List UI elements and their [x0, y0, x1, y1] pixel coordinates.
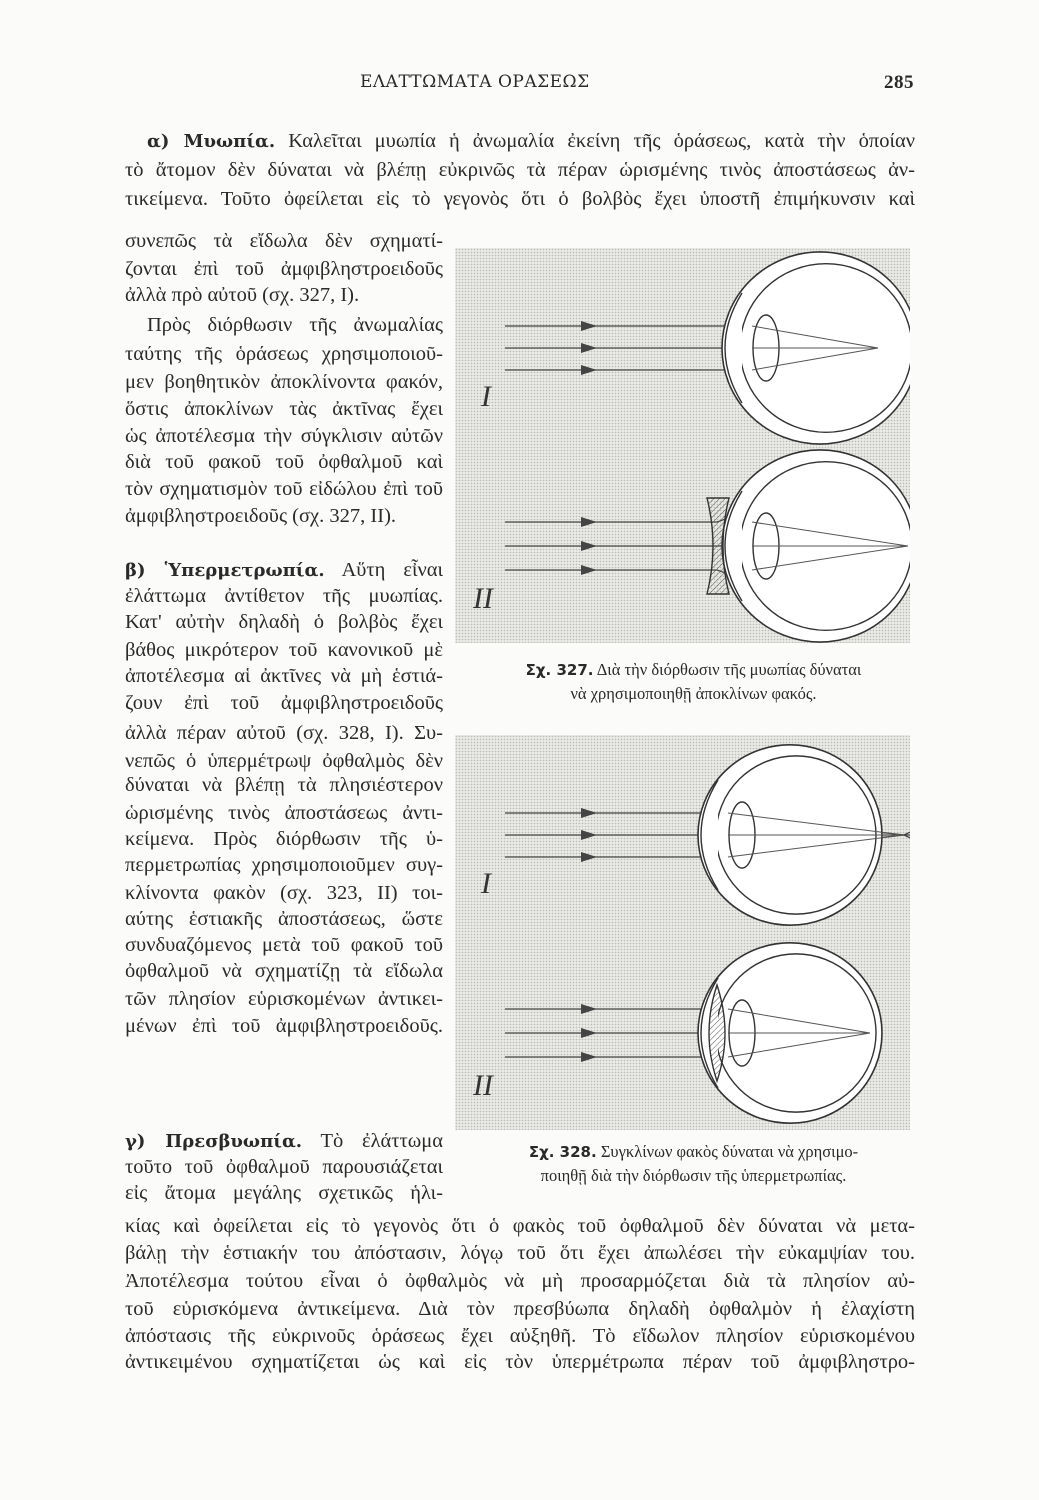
figure-number: Σχ. 327.: [525, 661, 594, 679]
text-line: ἀλλὰ πρὸ αὐτοῦ (σχ. 327, I).: [125, 284, 360, 306]
text-line: Κατ' αὐτὴν δηλαδὴ ὁ βολβὸς ἔχει: [125, 611, 443, 633]
text-line: Ἀποτέλεσμα τούτου εἶναι ὁ ὀφθαλμὸς νὰ μὴ προσαρμόζεται διὰ τὰ πλησίον αὐ-: [125, 1270, 915, 1292]
text-line: δύναται νὰ βλέπῃ τὰ πλησιέστερον: [125, 774, 443, 796]
text-line: ἀποτέλεσμα αἱ ἀκτῖνες νὰ μὴ ἑστιά-: [125, 665, 443, 687]
caption-line: ποιηθῇ διὰ τὴν διόρθωσιν τῆς ὑπερμετρωπίας.: [540, 1166, 847, 1185]
text-line: β) Ὑπερμετρωπία. Αὕτη εἶναι: [125, 559, 443, 581]
figure-label: II: [473, 1069, 493, 1102]
text-line: βάλῃ τὴν ἑστιακήν του ἀπόστασιν, λόγῳ τοῦ ὅτι ἔχει ἀπωλέσει τὴν εὐκαμψίαν του.: [125, 1242, 915, 1264]
text-line: ζονται ἐπὶ τοῦ ἀμφιβληστροειδοῦς: [125, 258, 443, 280]
caption-line: Συγκλίνων φακὸς δύναται νὰ χρησιμο-: [600, 1142, 859, 1161]
text-line: ἐλάττωμα ἀντίθετον τῆς μυωπίας.: [125, 585, 443, 607]
text-line: κίας καὶ ὀφείλεται εἰς τὸ γεγονὸς ὅτι ὁ φακὸς τοῦ ὀφθαλμοῦ δὲν δύναται νὰ μετα-: [125, 1215, 915, 1237]
section-heading: γ) Πρεσβυωπία.: [125, 1131, 303, 1152]
text-line: μένων ἐπὶ τοῦ ἀμφιβληστροειδοῦς.: [125, 1015, 443, 1037]
text-line: ταύτης τῆς ὁράσεως χρησιμοποιοῦ-: [125, 343, 443, 365]
text-line: γ) Πρεσβυωπία. Τὸ ἐλάττωμα: [125, 1130, 443, 1152]
text-line: τικείμενα. Τοῦτο ὀφείλεται εἰς τὸ γεγονὸς ὅτι ὁ βολβὸς ἔχει ὑποστῆ ἐπιμήκυνσιν καὶ: [125, 188, 915, 210]
text-line: κλίνοντα φακὸν (σχ. 323, II) τοι-: [125, 882, 443, 904]
text-line: μεν βοηθητικὸν ἀποκλίνοντα φακόν,: [125, 371, 443, 393]
text-line: ζουν ἐπὶ τοῦ ἀμφιβληστροειδοῦς: [125, 692, 443, 714]
text-line: διὰ τοῦ φακοῦ τοῦ ὀφθαλμοῦ καὶ: [125, 451, 443, 473]
text-line: τοῦτο τοῦ ὀφθαλμοῦ παρουσιάζεται: [125, 1156, 443, 1178]
caption-line: Διὰ τὴν διόρθωσιν τῆς μυωπίας δύναται: [596, 660, 862, 679]
text-line: α) Μυωπία. Καλεῖται μυωπία ἡ ἀνωμαλία ἐκείνη τῆς ὁράσεως, κατὰ τὴν ὁποίαν: [147, 130, 915, 152]
text-line: ὀφθαλμοῦ νὰ σχηματίζῃ τὰ εἴδωλα: [125, 960, 443, 982]
page-number: 285: [884, 72, 914, 93]
text-line: ἀντικειμένου σχηματίζεται ὡς καὶ εἰς τὸν ὑπερμέτρωπα πέραν τοῦ ἀμφιβληστρο-: [125, 1351, 915, 1373]
text-line: ὡρισμένης τινὸς ἀποστάσεως ἀντι-: [125, 802, 443, 824]
text-line: ὅστις ἀποκλίνων τὰς ἀκτῖνας ἔχει: [125, 398, 443, 420]
section-heading: β) Ὑπερμετρωπία.: [125, 560, 325, 581]
text-line: εἰς ἄτομα μεγάλης σχετικῶς ἡλι-: [125, 1182, 443, 1204]
caption-line: νὰ χρησιμοποιηθῇ ἀποκλίνων φακός.: [570, 684, 817, 703]
text-line: ἀλλὰ πέραν αὐτοῦ (σχ. 328, I). Συ-: [125, 722, 443, 744]
text-line: αύτης ἑστιακῆς ἀποστάσεως, ὥστε: [125, 908, 443, 930]
text-line: κείμενα. Πρὸς διόρθωσιν τῆς ὑ-: [125, 828, 443, 850]
figure-label: II: [473, 582, 493, 615]
figure-number: Σχ. 328.: [528, 1143, 597, 1161]
figure-label: I: [481, 380, 491, 413]
figure-327-caption: [470, 658, 917, 706]
figure-327-myopia-diagram: [455, 248, 910, 643]
text-line: νεπῶς ὁ ὑπερμέτρωψ ὀφθαλμὸς δὲν: [125, 750, 443, 772]
running-header: ΕΛΑΤΤΩΜΑΤΑ ΟΡΑΣΕΩΣ: [360, 72, 590, 92]
text-line: τοῦ εὑρισκόμενα ἀντικείμενα. Διὰ τὸν πρεσβύωπα δηλαδὴ ὀφθαλμὸν ἡ ἐλαχίστη: [125, 1298, 915, 1320]
figure-328-caption: [470, 1140, 917, 1188]
text-line: ἀμφιβληστροειδοῦς (σχ. 327, II).: [125, 505, 397, 527]
section-heading: α) Μυωπία.: [147, 131, 276, 152]
text-line: ὡς ἀποτέλεσμα τὴν σύγκλισιν αὐτῶν: [125, 425, 443, 447]
figure-328-hyperopia-diagram: [455, 735, 910, 1130]
text-line: τῶν πλησίον εὑρισκομένων ἀντικει-: [125, 988, 443, 1010]
text-line: Πρὸς διόρθωσιν τῆς ἀνωμαλίας: [147, 314, 443, 336]
figure-label: I: [481, 867, 491, 900]
text-line: τὸ ἄτομον δὲν δύναται νὰ βλέπῃ εὐκρινῶς τὰ πέραν ὡρισμένης τινὸς ἀποστάσεως ἀν-: [125, 159, 915, 181]
text-line: βάθος μικρότερον τοῦ κανονικοῦ μὲ: [125, 639, 443, 661]
text-line: συνδυαζόμενος μετὰ τοῦ φακοῦ τοῦ: [125, 934, 443, 956]
text-line: περμετρωπίας χρησιμοποιοῦμεν συγ-: [125, 854, 443, 876]
text-line: συνεπῶς τὰ εἴδωλα δὲν σχηματί-: [125, 230, 443, 252]
text-line: ἀπόστασις τῆς εὐκρινοῦς ὁράσεως ἔχει αὐξηθῆ. Τὸ εἴδωλον πλησίον εὑρισκομένου: [125, 1325, 915, 1347]
text-line: τὸν σχηματισμὸν τοῦ εἰδώλου ἐπὶ τοῦ: [125, 478, 443, 500]
